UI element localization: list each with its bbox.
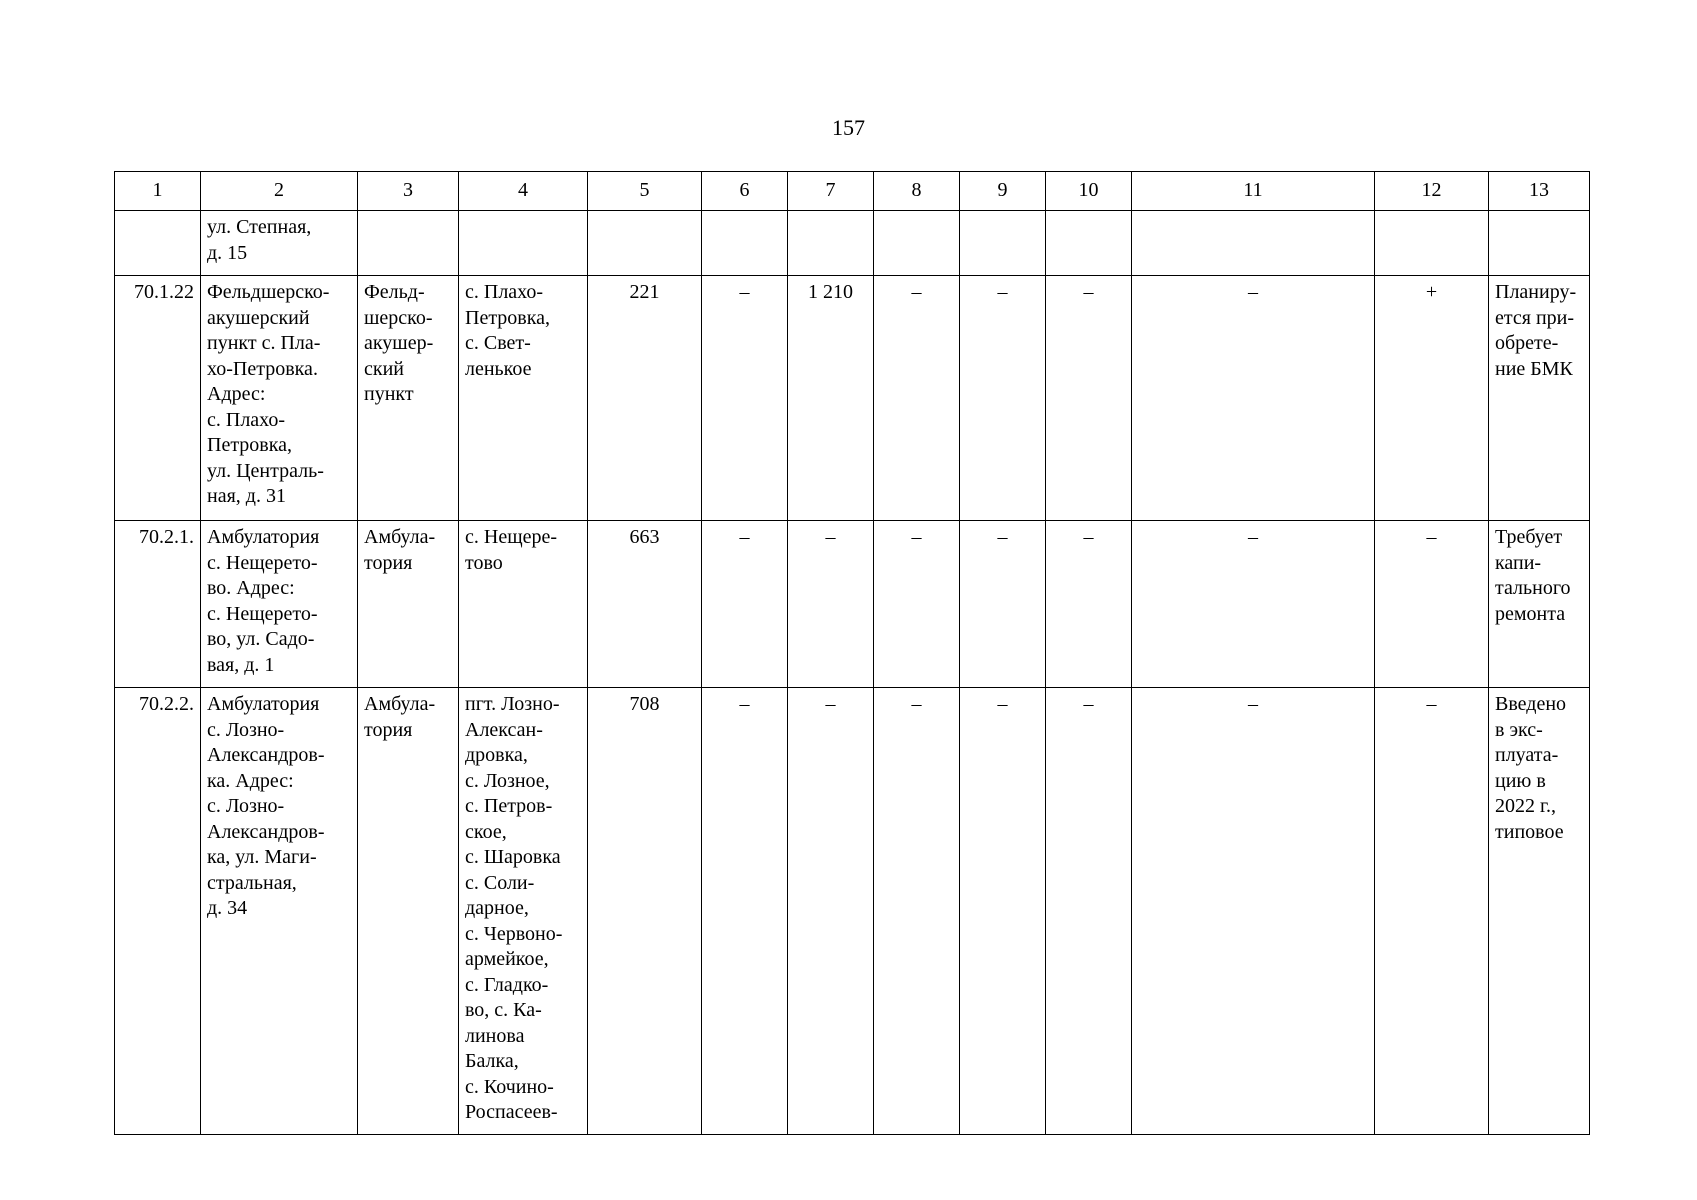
cell-col-9: –: [960, 688, 1046, 1135]
cell-col-7: 1 210: [788, 276, 874, 521]
cell-col-8: [874, 211, 960, 276]
table-row: [115, 688, 1590, 1135]
cell-col-6: –: [702, 688, 788, 1135]
header-col-6: 6: [702, 172, 788, 211]
cell-col-7: [788, 211, 874, 276]
cell-number: [115, 211, 201, 276]
cell-col-11: –: [1132, 276, 1375, 521]
header-col-5: 5: [588, 172, 702, 211]
cell-type: Амбула- тория: [358, 521, 459, 688]
cell-settlements: с. Плахо- Петровка, с. Свет- ленькое: [459, 276, 588, 521]
header-col-4: 4: [459, 172, 588, 211]
cell-col-5: [588, 211, 702, 276]
page-number: 157: [832, 115, 865, 140]
cell-col-8: –: [874, 688, 960, 1135]
cell-col-7: –: [788, 521, 874, 688]
cell-col-8: –: [874, 521, 960, 688]
cell-col-6: [702, 211, 788, 276]
cell-note: Планиру- ется при- обрете- ние БМК: [1489, 276, 1590, 521]
cell-name-address: Амбулатория с. Лозно- Александров- ка. Адрес: с. Лозно- Александров- ка, ул. Маги- стральная, д. 34: [201, 688, 358, 1135]
cell-col-11: –: [1132, 688, 1375, 1135]
cell-col-6: –: [702, 276, 788, 521]
header-row: [115, 172, 1590, 211]
cell-settlements: с. Нещере- тово: [459, 521, 588, 688]
cell-col-7: –: [788, 688, 874, 1135]
cell-number: 70.2.1.: [115, 521, 201, 688]
cell-col-9: –: [960, 276, 1046, 521]
cell-col-12: +: [1375, 276, 1489, 521]
header-col-8: 8: [874, 172, 960, 211]
cell-col-10: –: [1046, 688, 1132, 1135]
table-row: [115, 211, 1590, 276]
header-col-7: 7: [788, 172, 874, 211]
cell-col-5: 663: [588, 521, 702, 688]
cell-col-8: –: [874, 276, 960, 521]
cell-type: [358, 211, 459, 276]
header-col-13: 13: [1489, 172, 1590, 211]
cell-col-10: [1046, 211, 1132, 276]
cell-col-10: –: [1046, 521, 1132, 688]
cell-col-12: [1375, 211, 1489, 276]
cell-col-12: –: [1375, 688, 1489, 1135]
table-row: [115, 276, 1590, 521]
header-col-9: 9: [960, 172, 1046, 211]
cell-type: Фельд- шерско- акушер- ский пункт: [358, 276, 459, 521]
cell-settlements: пгт. Лозно- Алексан- дровка, с. Лозное, с. Петров- ское, с. Шаровка с. Соли- дарное, с. Червоно- армейкое, с. Гладко- во, с. Ка- линова Балка, с. Кочино- Роспасеев-: [459, 688, 588, 1135]
cell-number: 70.1.22: [115, 276, 201, 521]
header-col-10: 10: [1046, 172, 1132, 211]
cell-settlements: [459, 211, 588, 276]
cell-type: Амбула- тория: [358, 688, 459, 1135]
cell-number: 70.2.2.: [115, 688, 201, 1135]
cell-col-11: –: [1132, 521, 1375, 688]
cell-col-5: 708: [588, 688, 702, 1135]
cell-col-9: –: [960, 521, 1046, 688]
cell-note: Введено в экс- плуата- цию в 2022 г., типовое: [1489, 688, 1590, 1135]
cell-col-6: –: [702, 521, 788, 688]
cell-name-address: Амбулатория с. Нещерето- во. Адрес: с. Нещерето- во, ул. Садо- вая, д. 1: [201, 521, 358, 688]
cell-col-9: [960, 211, 1046, 276]
table-body: [115, 211, 1590, 1135]
header-col-2: 2: [201, 172, 358, 211]
header-col-3: 3: [358, 172, 459, 211]
cell-note: [1489, 211, 1590, 276]
cell-col-11: [1132, 211, 1375, 276]
cell-col-10: –: [1046, 276, 1132, 521]
header-col-11: 11: [1132, 172, 1375, 211]
table-row: [115, 521, 1590, 688]
header-col-12: 12: [1375, 172, 1489, 211]
cell-name-address: Фельдшерско- акушерский пункт с. Пла- хо-Петровка. Адрес: с. Плахо- Петровка, ул. Централь- ная, д. 31: [201, 276, 358, 521]
facilities-table: [114, 171, 1590, 1135]
cell-name-address: ул. Степная, д. 15: [201, 211, 358, 276]
cell-col-5: 221: [588, 276, 702, 521]
header-col-1: 1: [115, 172, 201, 211]
cell-col-12: –: [1375, 521, 1489, 688]
cell-note: Требует капи- тального ремонта: [1489, 521, 1590, 688]
table-header: [115, 172, 1590, 211]
